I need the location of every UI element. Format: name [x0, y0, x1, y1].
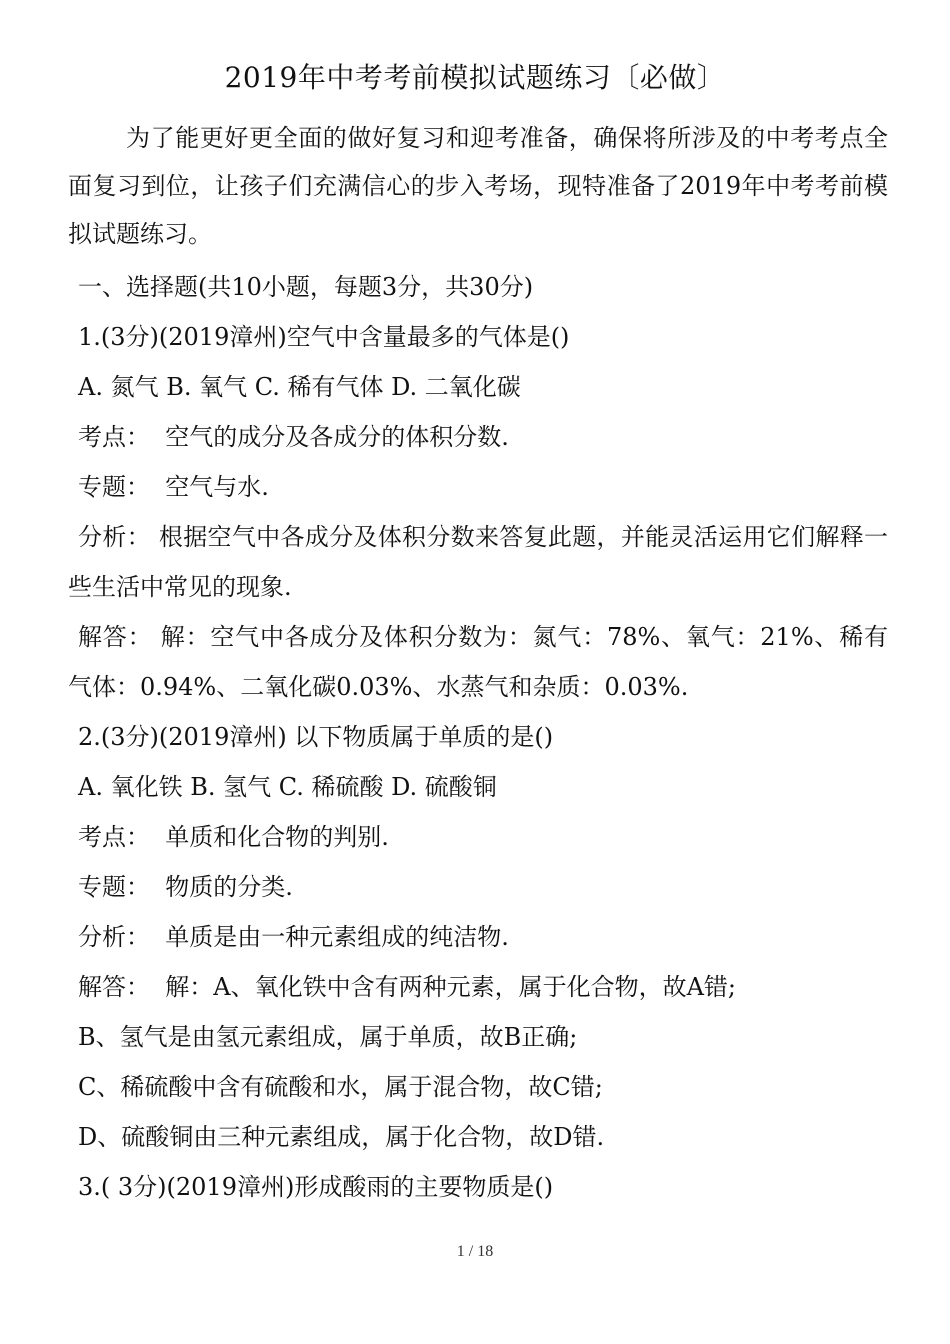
question-2-jieda-b: B、氢气是由氢元素组成，属于单质，故B正确; — [78, 1023, 578, 1051]
page-number: 1 / 18 — [456, 1243, 494, 1260]
zhuanti-label: 专题： — [78, 473, 150, 501]
document-body — [68, 262, 888, 1212]
question-2-jieda-d: D、硫酸铜由三种元素组成，属于化合物，故D错. — [78, 1123, 605, 1151]
fenxi-text: 根据空气中各成分及体积分数来答复此题，并能灵活运用它们解释一些生活中常见的现象. — [68, 523, 889, 601]
question-2-fenxi — [68, 912, 888, 962]
section-heading: 一、选择题(共10小题，每题3分，共30分) — [78, 273, 534, 301]
question-3-stem: 3.( 3分)(2019漳州)形成酸雨的主要物质是() — [78, 1173, 554, 1201]
jieda-label: 解答： — [78, 623, 153, 651]
zhuanti-text: 物质的分类. — [165, 873, 293, 901]
zhuanti-text: 空气与水. — [165, 473, 269, 501]
question-2-jieda — [68, 962, 888, 1012]
zhuanti-label: 专题： — [78, 873, 150, 901]
document-title: 2019年中考考前模拟试题练习〔必做〕 — [224, 61, 726, 94]
fenxi-label: 分析： — [78, 923, 150, 951]
question-2-kaodian — [68, 812, 888, 862]
kaodian-label: 考点： — [78, 823, 150, 851]
question-2-stem: 2.(3分)(2019漳州) 以下物质属于单质的是() — [78, 723, 554, 751]
question-1-zhuanti — [68, 462, 888, 512]
question-1-stem: 1.(3分)(2019漳州)空气中含量最多的气体是() — [78, 323, 570, 351]
kaodian-text: 空气的成分及各成分的体积分数. — [165, 423, 509, 451]
jieda-label: 解答： — [78, 973, 150, 1001]
question-1-options: A. 氮气 B. 氧气 C. 稀有气体 D. 二氧化碳 — [78, 373, 521, 401]
question-1-jieda — [68, 612, 888, 712]
kaodian-label: 考点： — [78, 423, 150, 451]
question-1-kaodian — [68, 412, 888, 462]
intro-paragraph: 为了能更好更全面的做好复习和迎考准备，确保将所涉及的中考考点全面复习到位，让孩子们充满信心的步入考场，现特准备了2019年中考考前模拟试题练习。 — [68, 124, 888, 248]
question-1-fenxi — [68, 512, 888, 612]
jieda-text: 解：A、氧化铁中含有两种元素，属于化合物，故A错; — [165, 973, 737, 1001]
jieda-text: 解：空气中各成分及体积分数为：氮气：78%、氧气：21%、稀有气体：0.94%、二氧化碳0.03%、水蒸气和杂质：0.03%. — [68, 623, 888, 701]
question-2-jieda-c: C、稀硫酸中含有硫酸和水，属于混合物，故C错; — [78, 1073, 603, 1101]
question-2-options: A. 氧化铁 B. 氢气 C. 稀硫酸 D. 硫酸铜 — [78, 773, 497, 801]
fenxi-text: 单质是由一种元素组成的纯洁物. — [165, 923, 509, 951]
question-2-zhuanti — [68, 862, 888, 912]
kaodian-text: 单质和化合物的判别. — [165, 823, 389, 851]
fenxi-label: 分析： — [78, 523, 151, 551]
